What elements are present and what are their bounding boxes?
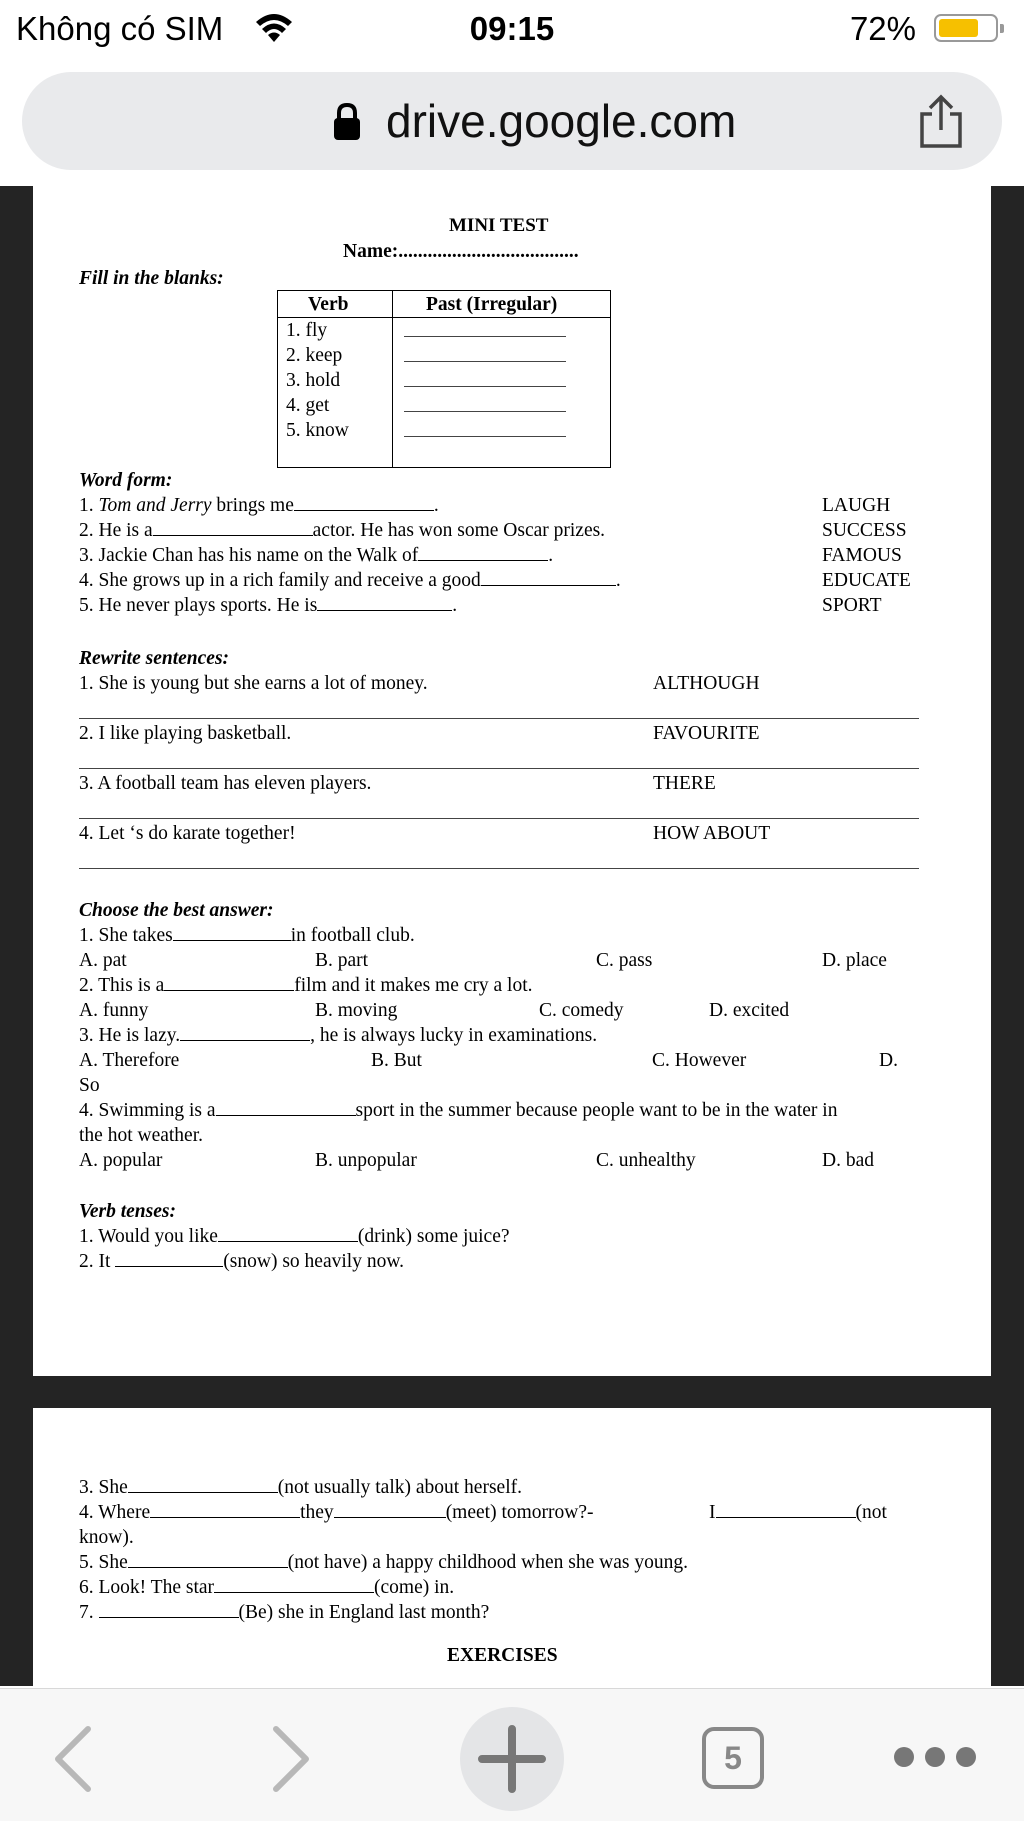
choose-q4-wrap: the hot weather. xyxy=(79,1125,203,1146)
document-viewer[interactable] xyxy=(0,186,1024,1686)
answer-option: D. place xyxy=(822,950,887,971)
answer-option: A. funny xyxy=(79,1000,149,1021)
rewrite-sentence: 1. She is young but she earns a lot of money. xyxy=(79,673,428,694)
answer-blank xyxy=(404,411,566,412)
word-form-q4: 4. She grows up in a rich family and receive a good . xyxy=(79,570,621,591)
answer-option: C. unhealthy xyxy=(596,1150,696,1171)
verb-tenses-q6: 6. Look! The star (come) in. xyxy=(79,1577,455,1598)
page-title: MINI TEST xyxy=(449,215,549,236)
verb-tenses-q5: 5. She (not have) a happy childhood when she was young. xyxy=(79,1552,688,1573)
answer-option: B. But xyxy=(371,1050,422,1071)
word-form-q1: 1. Tom and Jerry brings me . xyxy=(79,495,439,516)
answer-option: B. moving xyxy=(315,1000,398,1021)
verb-tenses-q7: 7. (Be) she in England last month? xyxy=(79,1602,490,1623)
answer-line xyxy=(79,718,919,719)
rewrite-sentence: 4. Let ‘s do karate together! xyxy=(79,823,296,844)
battery-percent: 72% xyxy=(849,10,916,47)
choose-q2: 2. This is a film and it makes me cry a lot. xyxy=(79,975,533,996)
verb-tenses-q2: 2. It (snow) so heavily now. xyxy=(79,1251,405,1272)
word-form-q5: 5. He never plays sports. He is . xyxy=(79,595,458,616)
answer-option: C. pass xyxy=(596,950,653,971)
word-form-heading: Word form: xyxy=(79,470,173,491)
battery-fill xyxy=(939,19,978,37)
choose-q3: 3. He is lazy. , he is always lucky in examinations. xyxy=(79,1025,598,1046)
plus-icon xyxy=(460,1707,564,1811)
word-form-keyword: EDUCATE xyxy=(822,570,911,591)
url-text[interactable]: drive.google.com xyxy=(386,95,737,147)
answer-blank xyxy=(404,386,566,387)
rewrite-keyword: HOW ABOUT xyxy=(653,823,771,844)
status-bar xyxy=(0,0,1024,58)
rewrite-heading: Rewrite sentences: xyxy=(79,648,230,669)
fill-blanks-heading: Fill in the blanks: xyxy=(79,268,224,289)
answer-blank xyxy=(404,336,566,337)
answer-option: B. unpopular xyxy=(315,1150,417,1171)
name-label: Name:..................................... xyxy=(343,241,579,262)
rewrite-sentence: 2. I like playing basketball. xyxy=(79,723,292,744)
word-form-keyword: SPORT xyxy=(822,595,882,616)
past-column-header: Past (Irregular) xyxy=(426,294,558,315)
carrier-label: Không có SIM xyxy=(16,10,224,47)
answer-option: C. However xyxy=(652,1050,747,1071)
answer-option: A. popular xyxy=(79,1150,163,1171)
choose-q1: 1. She takes in football club. xyxy=(79,925,415,946)
browser-toolbar xyxy=(0,1688,1024,1821)
back-icon[interactable] xyxy=(50,1725,94,1793)
exercises-title: EXERCISES xyxy=(447,1645,558,1666)
document-page-1 xyxy=(33,186,991,1376)
choose-q4: 4. Swimming is a sport in the summer because people want to be in the water in xyxy=(79,1100,838,1121)
verb-item: 2. keep xyxy=(286,345,343,366)
word-form-keyword: FAMOUS xyxy=(822,545,902,566)
rewrite-keyword: FAVOURITE xyxy=(653,723,760,744)
tabs-button[interactable] xyxy=(702,1727,764,1789)
document-page-2 xyxy=(33,1408,991,1686)
verb-item: 1. fly xyxy=(286,320,328,341)
address-bar[interactable] xyxy=(22,72,1002,170)
word-form-q2: 2. He is a actor. He has won some Oscar prizes. xyxy=(79,520,606,541)
new-tab-button[interactable] xyxy=(460,1707,564,1811)
battery-icon xyxy=(934,14,998,42)
verb-tenses-q1: 1. Would you like (drink) some juice? xyxy=(79,1226,510,1247)
answer-blank xyxy=(404,361,566,362)
clock: 09:15 xyxy=(469,10,555,47)
lock-icon xyxy=(332,102,362,142)
verb-tenses-q4-wrap: know). xyxy=(79,1527,134,1548)
more-icon[interactable] xyxy=(892,1745,978,1769)
rewrite-keyword: ALTHOUGH xyxy=(653,673,760,694)
verb-tenses-q3: 3. She (not usually talk) about herself. xyxy=(79,1477,522,1498)
answer-option: D. excited xyxy=(709,1000,790,1021)
word-form-keyword: LAUGH xyxy=(822,495,891,516)
verb-tenses-heading: Verb tenses: xyxy=(79,1201,176,1222)
answer-blank xyxy=(404,436,566,437)
verb-item: 5. know xyxy=(286,420,349,441)
verb-table xyxy=(277,290,611,468)
answer-option: C. comedy xyxy=(539,1000,624,1021)
verb-item: 3. hold xyxy=(286,370,341,391)
verb-tenses-q4: 4. Where they (meet) tomorrow?- xyxy=(79,1502,594,1523)
choose-heading: Choose the best answer: xyxy=(79,900,274,921)
verb-item: 4. get xyxy=(286,395,330,416)
answer-line xyxy=(79,818,919,819)
answer-option: A. Therefore xyxy=(79,1050,180,1071)
tabs-count: 5 xyxy=(724,1740,742,1776)
answer-line xyxy=(79,868,919,869)
word-form-q3: 3. Jackie Chan has his name on the Walk of . xyxy=(79,545,554,566)
answer-option: D. bad xyxy=(822,1150,874,1171)
verb-column-header: Verb xyxy=(308,294,349,315)
rewrite-keyword: THERE xyxy=(653,773,716,794)
share-icon[interactable] xyxy=(916,94,966,150)
word-form-keyword: SUCCESS xyxy=(822,520,907,541)
verb-tenses-q4-part2: I (not xyxy=(709,1502,887,1523)
answer-option: A. pat xyxy=(79,950,127,971)
answer-line xyxy=(79,768,919,769)
answer-option: B. part xyxy=(315,950,369,971)
answer-option-wrap: So xyxy=(79,1075,100,1096)
rewrite-sentence: 3. A football team has eleven players. xyxy=(79,773,372,794)
answer-option: D. xyxy=(879,1050,898,1071)
forward-icon[interactable] xyxy=(270,1725,314,1793)
